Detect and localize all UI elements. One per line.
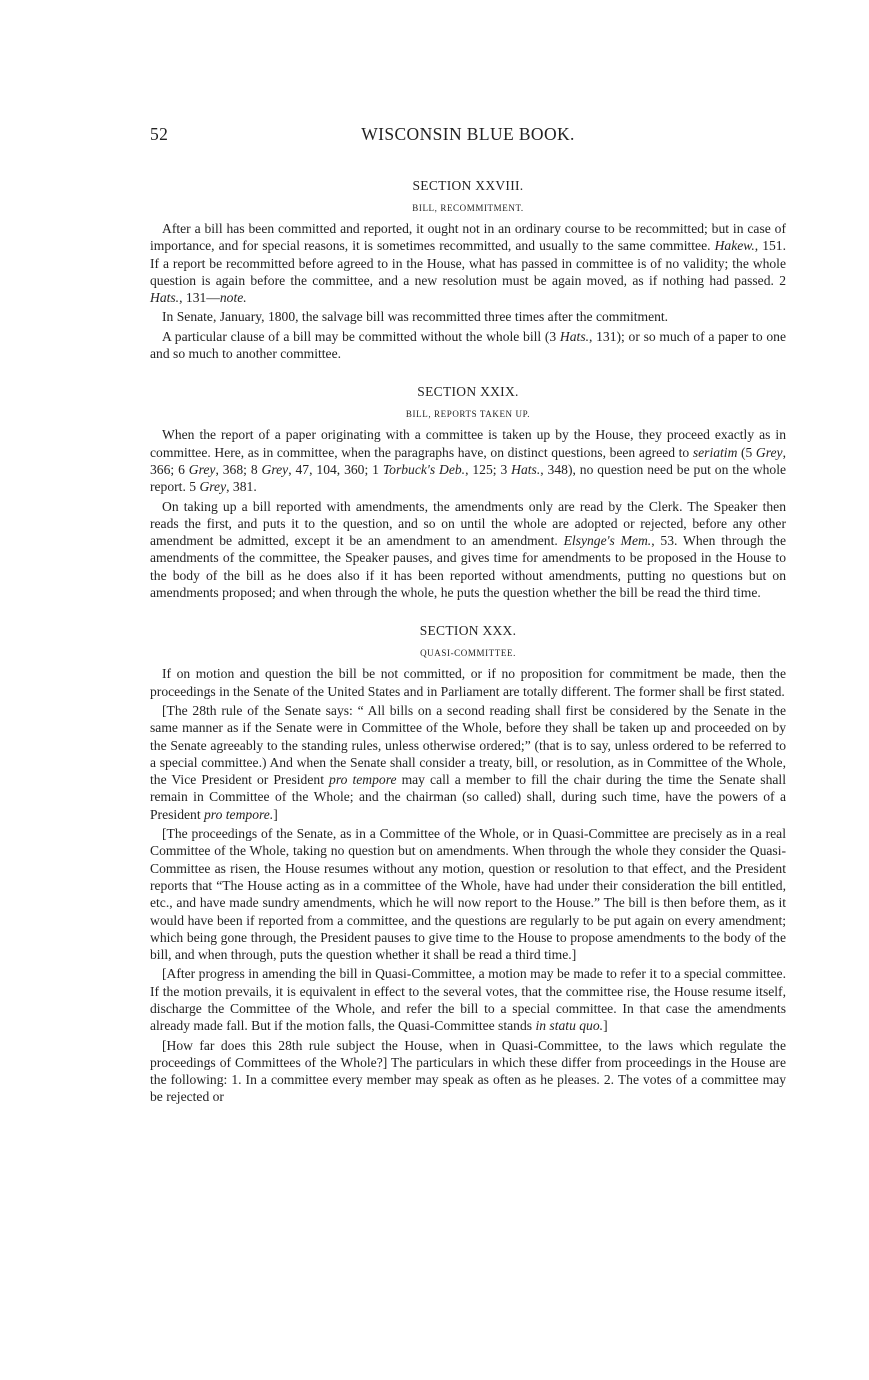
paragraph: [After progress in amending the bill in Quasi-Committee, a motion may be made to refer it to a special committee. If the motion prevails, it is equivalent in effect to the several votes, that the committee rise, the House resume itself, discharge the Committee of the Whole, and refer the bill to a special committee. In that case the amendments already made fall. But if the motion falls, the Quasi-Committee stands in statu quo.]: [150, 966, 786, 1034]
section-heading: SECTION XXVIII.: [412, 178, 524, 193]
section-subtitle: BILL, RECOMMITMENT.: [412, 203, 524, 213]
paragraph: If on motion and question the bill be not committed, or if no proposition for commitment be made, then the proceedings in the Senate of the United States and in Parliament are totally different. The former shall be first stated.: [150, 666, 786, 699]
paragraph: When the report of a paper originating with a committee is taken up by the House, they proceed exactly as in committee. Here, as in committee, when the paragraphs have, on distinct questions, been agreed to seriatim (5 Grey, 366; 6 Grey, 368; 8 Grey, 47, 104, 360; 1 Torbuck's Deb., 125; 3 Hats., 348), no question need be put on the whole report. 5 Grey, 381.: [150, 427, 787, 495]
section-subtitle: QUASI-COMMITTEE.: [420, 648, 516, 659]
section-heading: SECTION XXX.: [419, 623, 517, 639]
paragraph: After a bill has been committed and reported, it ought not in an ordinary course to be recommitted; but in case of importance, and for special reasons, it is sometimes recommitted, and usually to the same committee. Hakew., 151. If a report be recommitted before agreed to in the House, what has passed in committee is of no validity; the whole question is again before the committee, and a new resolution must be again moved, as if nothing had passed. 2 Hats., 131—note.: [150, 221, 786, 306]
running-header: [150, 124, 786, 154]
section-xxx: [150, 621, 786, 1105]
paragraph: A particular clause of a bill may be committed without the whole bill (3 Hats., 131); or so much of a paper to one and so much to another committee.: [150, 328, 786, 362]
document-page: [150, 124, 786, 1106]
paragraph: On taking up a bill reported with amendments, the amendments only are read by the Clerk. The Speaker then reads the first, and puts it to the question, and so on until the whole are adopted or rejected, before any other amendment be admitted, except it be an amendment to an amendment. Elsynge's Mem., 53. When through the amendments of the committee, the Speaker pauses, and gives time for amendments to be proposed in the House to the body of the bill as he does also if it has been reported without amendments, putting no questions but on amendments proposed; and when through the whole, he puts the question whether the bill be read the third time.: [150, 498, 786, 601]
section-xxviii: [150, 176, 786, 362]
paragraph: [How far does this 28th rule subject the House, when in Quasi-Committee, to the laws which regulate the proceedings of Committees of the Whole?] The particulars in which these differ from proceedings in the House are the following: 1. In a committee every member may speak as often as he pleases. 2. The votes of a committee may be rejected or: [150, 1037, 786, 1105]
section-xxix: [150, 382, 786, 601]
paragraph: [The proceedings of the Senate, as in a Committee of the Whole, or in Quasi-Committee are precisely as in a real Committee of the Whole, taking no question but on amendments. When through the whole they consider the Quasi-Committee as risen, the House resumes without any motion, question or resolution to that effect, and the President reports that “The House acting as in a committee of the Whole, have had under their consideration the bill entitled, etc., and have made sundry amendments, which he will now report to the House.” The bill is then before them, as it would have been if reported from a committee, and the questions are regularly to be put again on every amendment; which being gone through, the President pauses to give time to the House to propose amendments to the body of the bill, and when through, puts the question whether it shall be read a third time.]: [150, 826, 786, 963]
section-heading: SECTION XXIX.: [417, 384, 519, 400]
book-title: WISCONSIN BLUE BOOK.: [361, 124, 575, 144]
paragraph: In Senate, January, 1800, the salvage bill was recommitted three times after the commitment.: [162, 309, 669, 325]
section-subtitle: BILL, REPORTS TAKEN UP.: [405, 409, 531, 420]
page-number: 52: [150, 124, 169, 144]
paragraph: [The 28th rule of the Senate says: “ All bills on a second reading shall first be considered by the Senate in the same manner as if the Senate were in Committee of the Whole, before they shall be taken up and proceeded on by the Senate agreeably to the standing rules, unless otherwise ordered;” (that is to say, unless ordered to be referred to a special committee.) And when the Senate shall consider a treaty, bill, or resolution, as in Committee of the Whole, the Vice President or President pro tempore may call a member to fill the chair during the time the Senate shall remain in Committee of the Whole; and the chairman (so called) shall, during such time, have the powers of a President pro tempore.]: [150, 702, 786, 822]
